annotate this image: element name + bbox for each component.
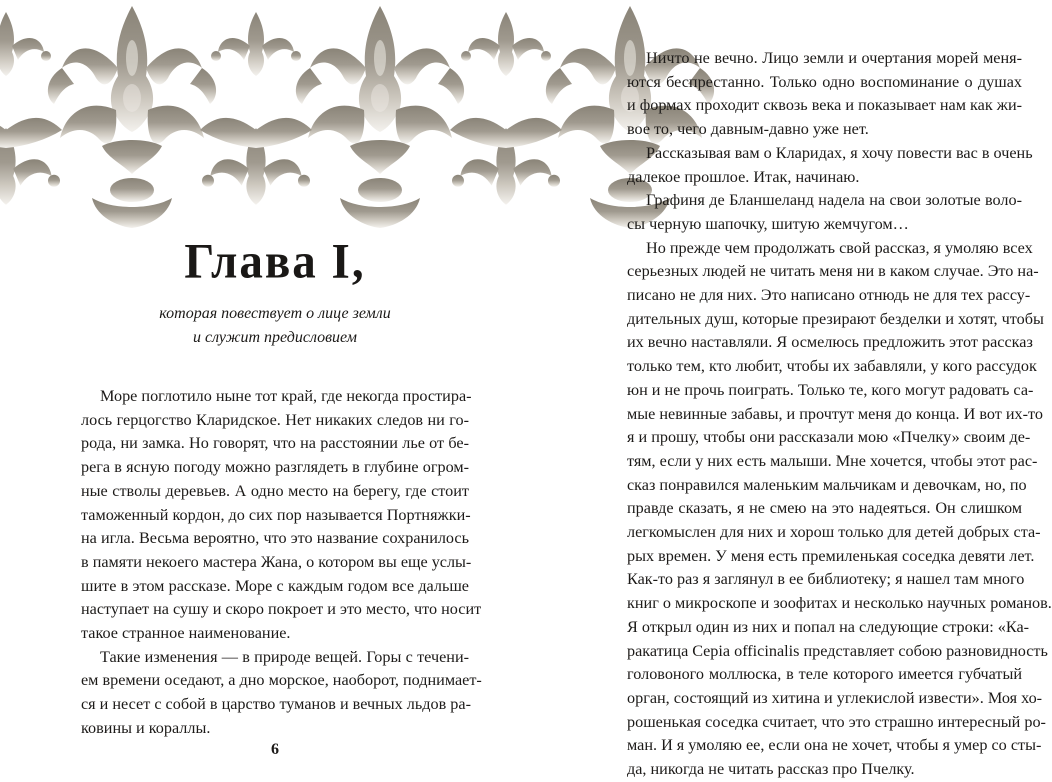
text-line: Графиня де Бланшеланд надела на свои золотые воло- <box>646 191 1022 210</box>
text-line: рых времен. У меня есть премиленькая соседка девяти лет. <box>627 546 1035 565</box>
subtitle-line: которая повествует о лице земли <box>159 305 391 322</box>
paragraph <box>627 189 1022 236</box>
text-line: Как-то раз я заглянул в ее библиотеку; я нашел там много <box>627 570 1025 589</box>
text-line: правде сказать, я не смею на это надеяться. Он слишком <box>627 499 1022 518</box>
right-page <box>550 0 1052 779</box>
paragraph <box>627 142 1033 189</box>
text-line: рода, ни замка. Но говорят, что на расстоянии лье от бе- <box>81 434 469 453</box>
text-line: головоного моллюска, в теле которого имеется губчатый <box>627 665 1022 684</box>
damask-ornament-icon <box>0 0 550 212</box>
text-line: да, никогда не читать рассказ про Пчелку. <box>627 760 915 779</box>
text-line: юн и не прочь поиграть. Только те, кого могут радовать са- <box>627 380 1034 399</box>
text-line: такое странное наименование. <box>81 624 291 643</box>
text-line: Море поглотило ныне тот край, где некогда простира- <box>100 387 472 405</box>
paragraph <box>81 385 482 646</box>
text-line: тям, если у них есть малыши. Мне хочется, чтобы этот рас- <box>627 451 1038 470</box>
text-line: дительных душ, которые презирают безделки и хотят, чтобы <box>627 309 1044 328</box>
right-body-text <box>627 47 1052 782</box>
text-line: ются беспрестанно. Только одно воспоминание о душах <box>627 72 1022 91</box>
text-line: я и прошу, чтобы они рассказали мою «Пчелку» своим де- <box>627 428 1031 447</box>
text-line: на игла. Весьма вероятно, что это название сохранилось <box>81 529 469 548</box>
text-line: Такие изменения — в природе вещей. Горы с течени- <box>100 647 469 666</box>
text-line: Рассказывая вам о Кларидах, я хочу повести вас в очень <box>646 143 1033 162</box>
paragraph <box>627 47 1022 142</box>
text-line: их вечно наставляли. Я осмелюсь предложить этот рассказ <box>627 333 1033 352</box>
text-line: мые невинные забавы, и прочтут меня до конца. И вот их-то <box>627 404 1043 423</box>
text-line: ся и несет с собой в царство туманов и вечных льдов ра- <box>81 695 471 714</box>
chapter-subtitle <box>0 302 550 350</box>
text-line: ман. И я умоляю ее, если она не хочет, чтобы я умер со сты- <box>627 736 1042 755</box>
text-line: лось герцогство Кларидское. Нет никаких следов ни го- <box>81 410 469 429</box>
text-line: только тем, кто любит, чтобы их забавляли, у кого рассудок <box>627 357 1037 376</box>
text-line: и формах проходит сквозь века и показывает нам как жи- <box>627 96 1022 115</box>
text-line: вое то, чего давным-давно уже нет. <box>627 120 869 139</box>
chapter-title: Глава I, <box>184 234 366 290</box>
text-line: рошенькая соседка считает, что это страшно интересный ро- <box>627 712 1046 731</box>
text-line: книг о микроскопе и зоофитах и несколько научных романов. <box>627 594 1052 613</box>
text-line: ные стволы деревьев. А одно место на берегу, где стоит <box>81 481 469 500</box>
text-line: сы черную шапочку, шитую жемчугом… <box>627 214 909 233</box>
text-line: орган, состоящий из хитина и углекислой извести». Моя хо- <box>627 688 1043 707</box>
text-line: ракатица Cepia officinalis представляет собою разновидность <box>627 641 1048 660</box>
paragraph <box>627 237 1052 782</box>
text-line: Ничто не вечно. Лицо земли и очертания морей меня- <box>646 49 1022 67</box>
text-line: Но прежде чем продолжать свой рассказ, я умоляю всех <box>646 238 1033 257</box>
text-line: в памяти некоего мастера Жана, о котором вы еще услы- <box>81 552 472 571</box>
text-line: Я открыл один из них и попал на следующие строки: «Ка- <box>627 617 1030 636</box>
text-line: серьезных людей не читать меня ни в каком случае. Это на- <box>627 262 1039 281</box>
text-line: рега в ясную погоду можно разглядеть в глубине огром- <box>81 458 469 477</box>
subtitle-line: и служит предисловием <box>193 329 357 346</box>
text-line: ковины и кораллы. <box>81 718 211 737</box>
text-line: ем времени оседают, а дно морское, наоборот, поднимает- <box>81 671 482 690</box>
text-line: легкомыслен для них и хорош только для детей добрых ста- <box>627 523 1041 542</box>
text-line: наступает на сушу и скоро покроет и это место, что носит <box>81 600 482 619</box>
text-line: сказ понравился маленьким мальчикам и девочкам, но, по <box>627 475 1027 494</box>
text-line: писано не для них. Это написано отнюдь не для тех рассу- <box>627 286 1031 305</box>
page-number: 6 <box>271 741 279 758</box>
text-line: шите в этом рассказе. Море с каждым годом все дальше <box>81 576 469 595</box>
text-line: таможенный кордон, до сих пор называется Портняжки- <box>81 505 471 524</box>
text-line: далекое прошлое. Итак, начинаю. <box>627 167 860 186</box>
paragraph <box>81 646 482 741</box>
left-body-text <box>81 385 482 741</box>
